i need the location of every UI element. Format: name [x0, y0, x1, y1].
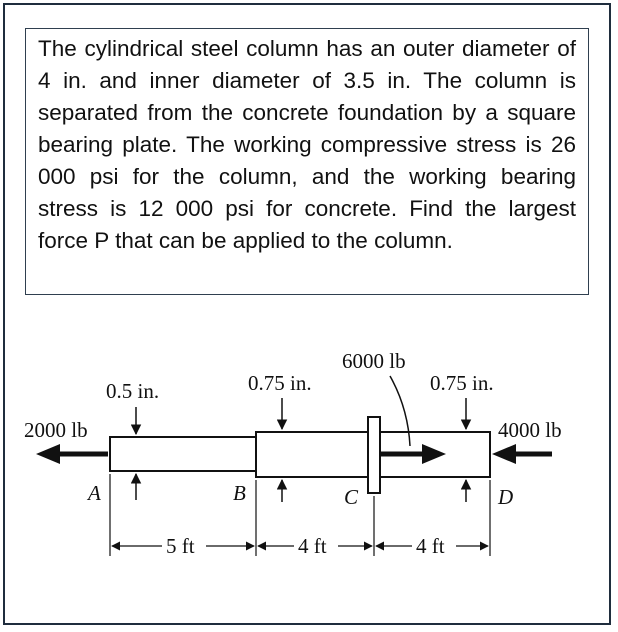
point-label-d: D — [498, 485, 514, 509]
point-label-b: B — [233, 481, 246, 505]
load-label-right: 4000 lb — [498, 418, 562, 442]
problem-statement-text: The cylindrical steel column has an outer diameter of 4 in. and inner diameter of 3.5 in. The column is separated from the concrete foundation by a square bearing plate. The working compressive stress is 26 000 psi for the column, and the working bearing stress is 12 000 psi for concrete. Find the largest force P that can be applied to the column. — [38, 36, 576, 253]
collar — [368, 417, 380, 493]
load-arrowhead-right — [492, 444, 516, 464]
load-label-collar: 6000 lb — [342, 349, 406, 373]
point-label-a: A — [88, 481, 101, 505]
diameter-label-bc: 0.75 in. — [248, 371, 312, 395]
span-label-bc: 4 ft — [298, 534, 327, 558]
span-label-ab: 5 ft — [166, 534, 195, 558]
span-label-cd: 4 ft — [416, 534, 445, 558]
diameter-label-ab: 0.5 in. — [106, 379, 160, 403]
point-label-c: C — [344, 485, 359, 509]
load-label-left: 2000 lb — [24, 418, 88, 442]
segment-bc — [256, 432, 368, 477]
segment-ab — [110, 437, 256, 471]
load-arrowhead-left — [36, 444, 60, 464]
diameter-label-cd: 0.75 in. — [430, 371, 494, 395]
